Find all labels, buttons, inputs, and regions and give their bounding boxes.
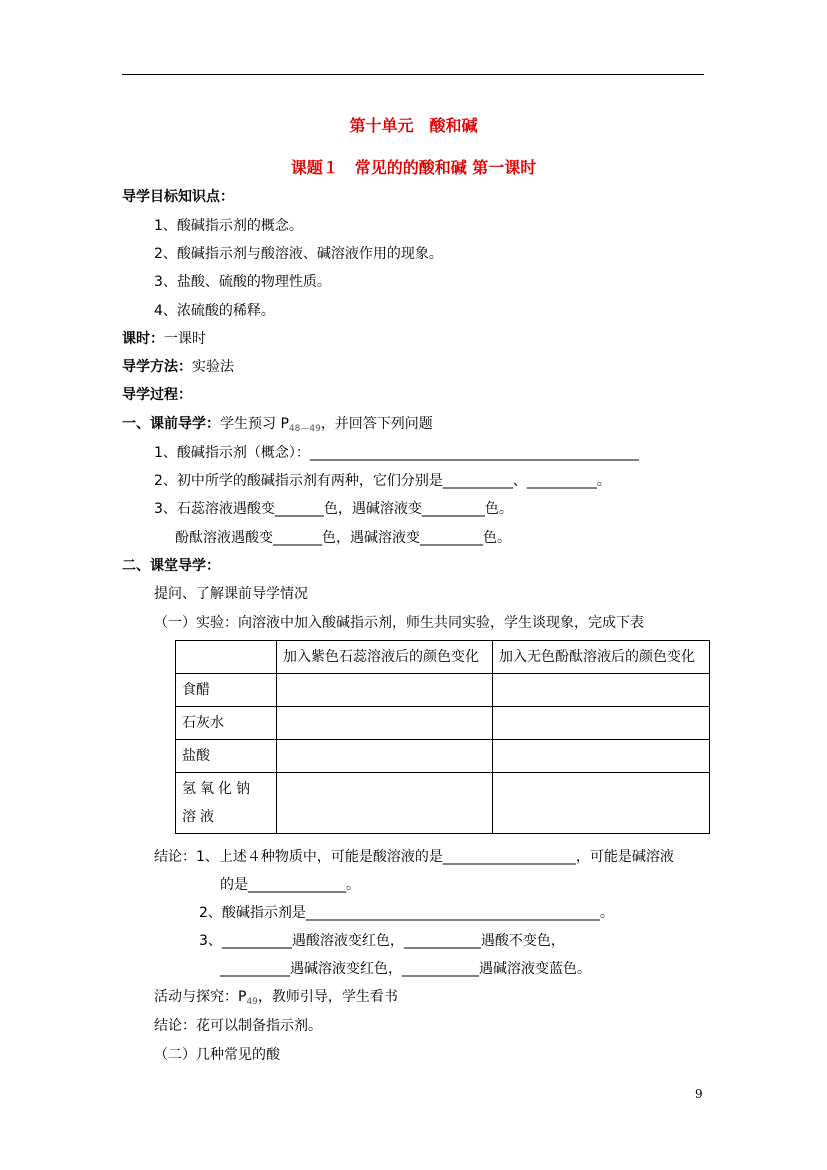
pre-study-line	[122, 413, 433, 433]
method-value: 实验法	[192, 359, 234, 375]
table-row-label: 食醋	[176, 674, 277, 707]
goals-heading: 导学目标知识点：	[122, 189, 234, 205]
table-header-cell: 加入无色酚酞溶液后的颜色变化	[493, 641, 710, 674]
table-cell[interactable]	[493, 740, 710, 773]
table-row	[176, 773, 710, 834]
table-cell[interactable]	[277, 740, 493, 773]
table-cell[interactable]	[277, 773, 493, 834]
method-line	[122, 356, 234, 376]
question-2: 2、初中所学的酸碱指示剂有两种，它们分别是__________、__________。	[154, 473, 611, 489]
goal-item: 4、浓硫酸的稀释。	[154, 303, 275, 319]
goal-item: 2、酸碱指示剂与酸溶液、碱溶液作用的现象。	[154, 246, 443, 262]
unit-title: 第十单元 酸和碱	[349, 116, 478, 135]
table-row-label: 盐酸	[176, 740, 277, 773]
question-3b: 酚酞溶液遇酸变_______色，遇碱溶液变_________色。	[175, 530, 511, 546]
pre-study-label: 一、课前导学：	[122, 416, 220, 432]
question-3a: 3、石蕊溶液遇酸变_______色，遇碱溶液变_________色。	[154, 501, 513, 517]
table-row-label: 石灰水	[176, 707, 277, 740]
conclusion-flowers: 结论：花可以制备指示剂。	[154, 1018, 322, 1034]
conclusion-3b: __________遇碱溶液变红色，___________遇碱溶液变蓝色。	[220, 961, 591, 977]
period-label: 课时：	[122, 331, 164, 347]
page-number: 9	[695, 1087, 703, 1101]
table-row	[176, 674, 710, 707]
activity-line	[154, 986, 398, 1006]
conclusion-1a: 结论：1、上述４种物质中，可能是酸溶液的是___________________，可能是碱溶液	[154, 849, 674, 865]
experiment-table	[175, 640, 710, 834]
method-label: 导学方法：	[122, 359, 192, 375]
lesson-title: 课题１ 常见的的酸和碱 第一课时	[290, 158, 537, 177]
table-cell[interactable]	[277, 707, 493, 740]
pre-study-text-end: ，并回答下列问题	[320, 416, 433, 432]
table-row	[176, 707, 710, 740]
activity-page: 49	[246, 997, 258, 1007]
period-line	[122, 328, 206, 348]
conclusion-2: 2、酸碱指示剂是__________________________________________。	[199, 905, 614, 921]
table-cell[interactable]	[493, 773, 710, 834]
table-header-row	[176, 641, 710, 674]
activity-text: 活动与探究：P	[154, 989, 247, 1005]
class-intro: 提问、了解课前导学情况	[154, 586, 308, 602]
table-cell[interactable]	[277, 674, 493, 707]
period-value: 一课时	[164, 331, 206, 347]
conclusion-1b: 的是______________。	[220, 877, 360, 893]
table-row	[176, 740, 710, 773]
question-1: 1、酸碱指示剂（概念）：_______________________________________________	[154, 445, 639, 461]
table-cell[interactable]	[493, 674, 710, 707]
table-header-cell	[176, 641, 277, 674]
table-header-cell: 加入紫色石蕊溶液后的颜色变化	[277, 641, 493, 674]
goal-item: 3、盐酸、硫酸的物理性质。	[154, 274, 331, 290]
section-common-acids: （二）几种常见的酸	[154, 1047, 280, 1063]
conclusion-3a: 3、__________遇酸溶液变红色，___________遇酸不变色，	[199, 933, 565, 949]
table-row-label: 氢氧化钠溶液	[176, 773, 277, 834]
experiment-heading: （一）实验：向溶液中加入酸碱指示剂，师生共同实验，学生谈现象，完成下表	[154, 615, 644, 631]
pre-study-pages: 48—49	[288, 424, 321, 434]
goal-item: 1、酸碱指示剂的概念。	[154, 218, 303, 234]
activity-text-end: ，教师引导，学生看书	[257, 989, 398, 1005]
process-heading: 导学过程：	[122, 387, 192, 403]
class-heading: 二、课堂导学：	[122, 558, 220, 574]
pre-study-text: 学生预习 P	[220, 416, 289, 432]
table-cell[interactable]	[493, 707, 710, 740]
header-rule	[122, 74, 704, 75]
